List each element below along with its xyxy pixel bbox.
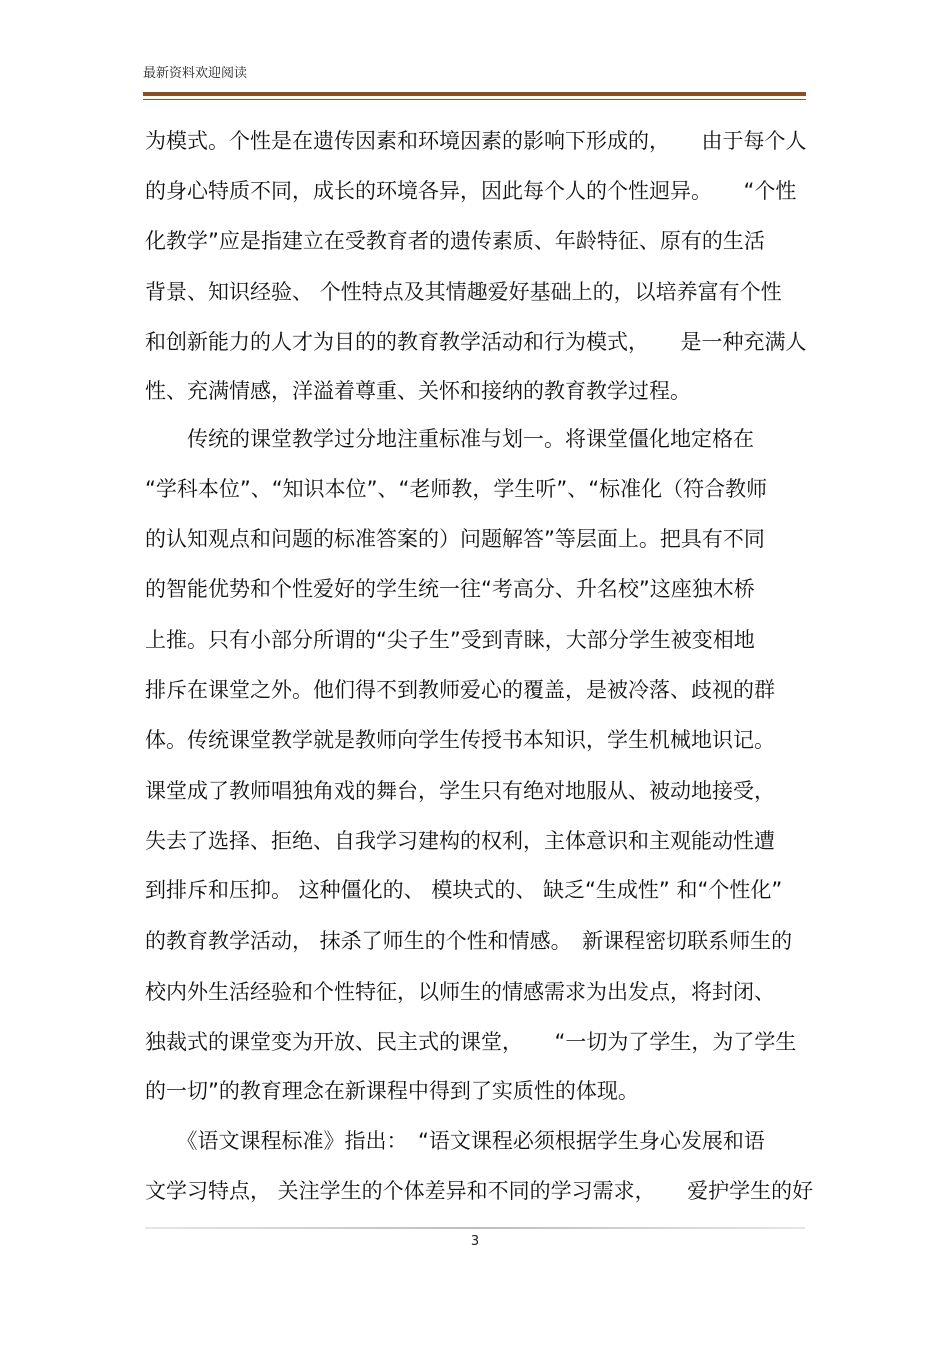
- body-line: “学科本位”、“知识本位”、“老师教，学生听”、“标准化（符合教师: [145, 477, 768, 501]
- body-line: 文学习特点， 关注学生的个体差异和不同的学习需求， 爱护学生的好: [145, 1179, 814, 1203]
- body-line: 的教育教学活动， 抹杀了师生的个性和情感。 新课程密切联系师生的: [145, 929, 793, 953]
- body-line: 为模式。个性是在遗传因素和环境因素的影响下形成的， 由于每个人: [145, 129, 807, 153]
- header-rule-thin: [143, 99, 806, 100]
- body-line: 体。传统课堂教学就是教师向学生传授书本知识，学生机械地识记。: [145, 728, 775, 752]
- body-line: 失去了选择、拒绝、自我学习建构的权利，主体意识和主观能动性遭: [145, 829, 775, 853]
- body-line: 的认知观点和问题的标准答案的）问题解答”等层面上。把具有不同: [145, 527, 765, 551]
- body-line: 传统的课堂教学过分地注重标准与划一。将课堂僵化地定格在: [145, 427, 754, 451]
- body-line: 的身心特质不同，成长的环境各异，因此每个人的个性迥异。 “个性: [145, 179, 797, 203]
- body-line: 到排斥和压抑。 这种僵化的、 模块式的、 缺乏“生成性” 和“个性化”: [145, 878, 783, 902]
- header-text: 最新资料欢迎阅读: [143, 66, 248, 81]
- page-number: 3: [470, 1234, 480, 1249]
- body-line: 的一切”的教育理念在新课程中得到了实质性的体现。: [145, 1079, 639, 1103]
- body-line: 背景、知识经验、 个性特点及其情趣爱好基础上的，以培养富有个性: [145, 280, 782, 304]
- body-line: 独裁式的课堂变为开放、民主式的课堂， “一切为了学生，为了学生: [145, 1030, 797, 1054]
- body-line: 校内外生活经验和个性特征，以师生的情感需求为出发点，将封闭、: [145, 980, 775, 1004]
- body-line: 化教学”应是指建立在受教育者的遗传素质、年龄特征、原有的生活: [145, 229, 765, 253]
- body-line: 和创新能力的人才为目的的教育教学活动和行为模式， 是一种充满人: [145, 330, 807, 354]
- footer-rule: [145, 1227, 805, 1229]
- header-rule-thick: [143, 92, 806, 96]
- body-line: 性、充满情感，洋溢着尊重、关怀和接纳的教育教学过程。: [145, 379, 691, 403]
- body-line: 排斥在课堂之外。他们得不到教师爱心的覆盖，是被冷落、歧视的群: [145, 678, 775, 702]
- body-line: 《语文课程标准》指出： “语文课程必须根据学生身心发展和语: [145, 1129, 765, 1153]
- body-line: 课堂成了教师唱独角戏的舞台，学生只有绝对地服从、被动地接受，: [145, 779, 775, 803]
- body-line: 上推。只有小部分所谓的“尖子生”受到青睐，大部分学生被变相地: [145, 628, 755, 652]
- body-line: 的智能优势和个性爱好的学生统一往“考高分、升名校”这座独木桥: [145, 577, 755, 601]
